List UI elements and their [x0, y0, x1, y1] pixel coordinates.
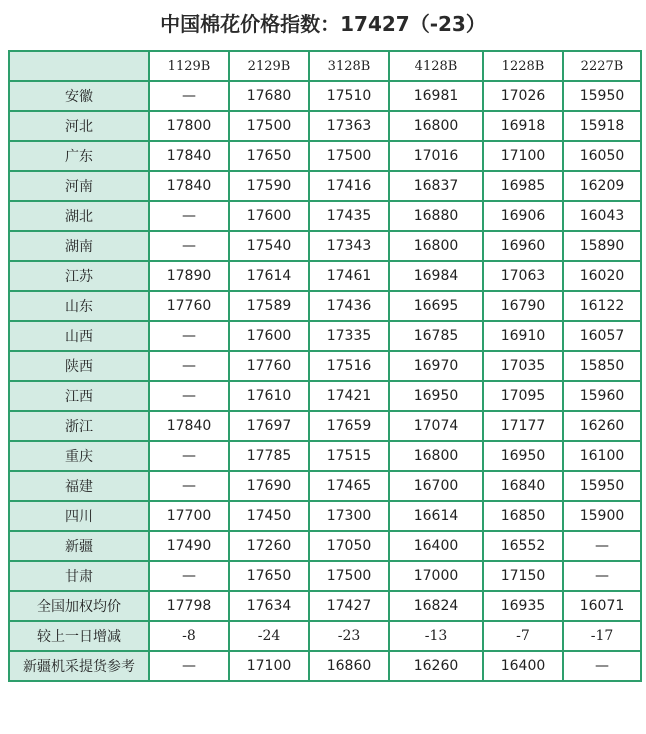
price-cell: 16100 — [563, 441, 641, 471]
price-cell: — — [149, 81, 229, 111]
price-cell: 17614 — [229, 261, 309, 291]
table-row — [9, 201, 641, 231]
price-cell: 17760 — [149, 291, 229, 321]
price-cell: — — [149, 351, 229, 381]
page-title: 中国棉花价格指数：17427（-23） — [160, 12, 486, 36]
table-row — [9, 141, 641, 171]
table-row — [9, 351, 641, 381]
price-cell: 16840 — [483, 471, 563, 501]
price-cell: 15950 — [563, 81, 641, 111]
table-row — [9, 111, 641, 141]
price-cell: 17016 — [389, 141, 483, 171]
price-cell: 17840 — [149, 141, 229, 171]
price-cell: 17890 — [149, 261, 229, 291]
region-cell: 湖北 — [9, 201, 149, 231]
price-cell: 17450 — [229, 501, 309, 531]
region-cell: 新疆机采提货参考 — [9, 651, 149, 681]
table-row — [9, 411, 641, 441]
price-cell: -7 — [483, 621, 563, 651]
table-row — [9, 471, 641, 501]
price-cell: 16950 — [483, 441, 563, 471]
price-cell: 16614 — [389, 501, 483, 531]
price-cell: 17177 — [483, 411, 563, 441]
region-cell: 浙江 — [9, 411, 149, 441]
region-cell: 陕西 — [9, 351, 149, 381]
price-cell: 16020 — [563, 261, 641, 291]
price-cell: 16950 — [389, 381, 483, 411]
price-cell: 17416 — [309, 171, 389, 201]
price-cell: 17435 — [309, 201, 389, 231]
price-cell: 16935 — [483, 591, 563, 621]
price-cell: 17700 — [149, 501, 229, 531]
price-cell: 17500 — [309, 141, 389, 171]
header-corner-cell — [9, 51, 149, 81]
table-body — [9, 81, 641, 681]
table-row — [9, 651, 641, 681]
region-cell: 福建 — [9, 471, 149, 501]
price-cell: 17100 — [483, 141, 563, 171]
price-cell: 17343 — [309, 231, 389, 261]
price-cell: 16260 — [389, 651, 483, 681]
price-cell: — — [563, 561, 641, 591]
column-header: 1129B — [149, 51, 229, 81]
price-cell: 16860 — [309, 651, 389, 681]
price-cell: 16910 — [483, 321, 563, 351]
column-header: 2227B — [563, 51, 641, 81]
price-cell: 17100 — [229, 651, 309, 681]
region-cell: 江西 — [9, 381, 149, 411]
price-cell: 17500 — [309, 561, 389, 591]
table-row — [9, 561, 641, 591]
price-cell: 17600 — [229, 201, 309, 231]
price-cell: 17063 — [483, 261, 563, 291]
price-cell: — — [149, 201, 229, 231]
price-cell: 17540 — [229, 231, 309, 261]
column-header: 1228B — [483, 51, 563, 81]
region-cell: 山西 — [9, 321, 149, 351]
price-cell: 17680 — [229, 81, 309, 111]
region-cell: 重庆 — [9, 441, 149, 471]
price-cell: 17436 — [309, 291, 389, 321]
price-cell: 16984 — [389, 261, 483, 291]
price-cell: 16400 — [389, 531, 483, 561]
price-cell: 16800 — [389, 111, 483, 141]
price-cell: 17840 — [149, 411, 229, 441]
price-cell: 17697 — [229, 411, 309, 441]
price-cell: — — [149, 441, 229, 471]
price-cell: 15918 — [563, 111, 641, 141]
region-cell: 安徽 — [9, 81, 149, 111]
table-row — [9, 231, 641, 261]
price-cell: 17300 — [309, 501, 389, 531]
cotton-price-table — [8, 50, 642, 682]
price-cell: 16695 — [389, 291, 483, 321]
column-header: 3128B — [309, 51, 389, 81]
price-cell: 17659 — [309, 411, 389, 441]
price-cell: 16260 — [563, 411, 641, 441]
table-row — [9, 531, 641, 561]
price-cell: 17510 — [309, 81, 389, 111]
price-cell: 16057 — [563, 321, 641, 351]
price-cell: 17650 — [229, 561, 309, 591]
price-cell: 16400 — [483, 651, 563, 681]
price-cell: 17260 — [229, 531, 309, 561]
price-cell: 17798 — [149, 591, 229, 621]
price-cell: 17150 — [483, 561, 563, 591]
price-cell: 17800 — [149, 111, 229, 141]
price-cell: 16880 — [389, 201, 483, 231]
table-row — [9, 591, 641, 621]
table-row — [9, 261, 641, 291]
price-cell: 16050 — [563, 141, 641, 171]
table-row — [9, 171, 641, 201]
table-row — [9, 441, 641, 471]
table-row — [9, 321, 641, 351]
price-cell: 16043 — [563, 201, 641, 231]
price-cell: -17 — [563, 621, 641, 651]
price-cell: 17335 — [309, 321, 389, 351]
price-cell: 15950 — [563, 471, 641, 501]
table-row — [9, 291, 641, 321]
price-cell: 15960 — [563, 381, 641, 411]
price-cell: 17760 — [229, 351, 309, 381]
price-cell: — — [149, 381, 229, 411]
price-cell: 17690 — [229, 471, 309, 501]
price-cell: 17000 — [389, 561, 483, 591]
price-cell: 17074 — [389, 411, 483, 441]
price-cell: 17035 — [483, 351, 563, 381]
price-cell: 16981 — [389, 81, 483, 111]
table-row — [9, 381, 641, 411]
price-cell: 17500 — [229, 111, 309, 141]
price-cell: 17634 — [229, 591, 309, 621]
price-cell: 16918 — [483, 111, 563, 141]
price-cell: 16785 — [389, 321, 483, 351]
price-cell: 16800 — [389, 231, 483, 261]
price-cell: — — [149, 231, 229, 261]
price-cell: 16800 — [389, 441, 483, 471]
region-cell: 河北 — [9, 111, 149, 141]
column-header: 2129B — [229, 51, 309, 81]
price-cell: 16700 — [389, 471, 483, 501]
price-cell: — — [563, 651, 641, 681]
region-cell: 全国加权均价 — [9, 591, 149, 621]
price-cell: 15890 — [563, 231, 641, 261]
price-cell: 16071 — [563, 591, 641, 621]
price-cell: — — [149, 471, 229, 501]
price-cell: -8 — [149, 621, 229, 651]
region-cell: 山东 — [9, 291, 149, 321]
price-cell: 17785 — [229, 441, 309, 471]
price-cell: 16824 — [389, 591, 483, 621]
price-cell: 16970 — [389, 351, 483, 381]
price-cell: 16985 — [483, 171, 563, 201]
region-cell: 四川 — [9, 501, 149, 531]
price-cell: — — [149, 651, 229, 681]
price-cell: 17610 — [229, 381, 309, 411]
price-cell: 17421 — [309, 381, 389, 411]
price-cell: 17095 — [483, 381, 563, 411]
price-cell: -23 — [309, 621, 389, 651]
price-cell: 15850 — [563, 351, 641, 381]
price-cell: 17026 — [483, 81, 563, 111]
price-cell: — — [149, 321, 229, 351]
price-cell: 17050 — [309, 531, 389, 561]
price-cell: 16906 — [483, 201, 563, 231]
region-cell: 湖南 — [9, 231, 149, 261]
price-cell: 16837 — [389, 171, 483, 201]
price-cell: — — [149, 561, 229, 591]
price-cell: 16850 — [483, 501, 563, 531]
price-cell: 17590 — [229, 171, 309, 201]
price-cell: 16960 — [483, 231, 563, 261]
price-cell: 17515 — [309, 441, 389, 471]
price-cell: 16122 — [563, 291, 641, 321]
region-cell: 河南 — [9, 171, 149, 201]
table-row — [9, 81, 641, 111]
price-cell: 15900 — [563, 501, 641, 531]
price-cell: 17465 — [309, 471, 389, 501]
price-cell: — — [563, 531, 641, 561]
price-cell: 17427 — [309, 591, 389, 621]
region-cell: 甘肃 — [9, 561, 149, 591]
price-cell: 17490 — [149, 531, 229, 561]
price-cell: 17589 — [229, 291, 309, 321]
price-cell: 16790 — [483, 291, 563, 321]
price-cell: 17461 — [309, 261, 389, 291]
price-cell: 17363 — [309, 111, 389, 141]
column-header: 4128B — [389, 51, 483, 81]
price-cell: 17600 — [229, 321, 309, 351]
price-cell: 16209 — [563, 171, 641, 201]
price-cell: 17650 — [229, 141, 309, 171]
table-row — [9, 501, 641, 531]
region-cell: 较上一日增减 — [9, 621, 149, 651]
price-cell: -13 — [389, 621, 483, 651]
region-cell: 江苏 — [9, 261, 149, 291]
table-header-row — [9, 51, 641, 81]
price-cell: 16552 — [483, 531, 563, 561]
price-cell: 17516 — [309, 351, 389, 381]
region-cell: 新疆 — [9, 531, 149, 561]
table-row — [9, 621, 641, 651]
price-cell: 17840 — [149, 171, 229, 201]
price-cell: -24 — [229, 621, 309, 651]
region-cell: 广东 — [9, 141, 149, 171]
